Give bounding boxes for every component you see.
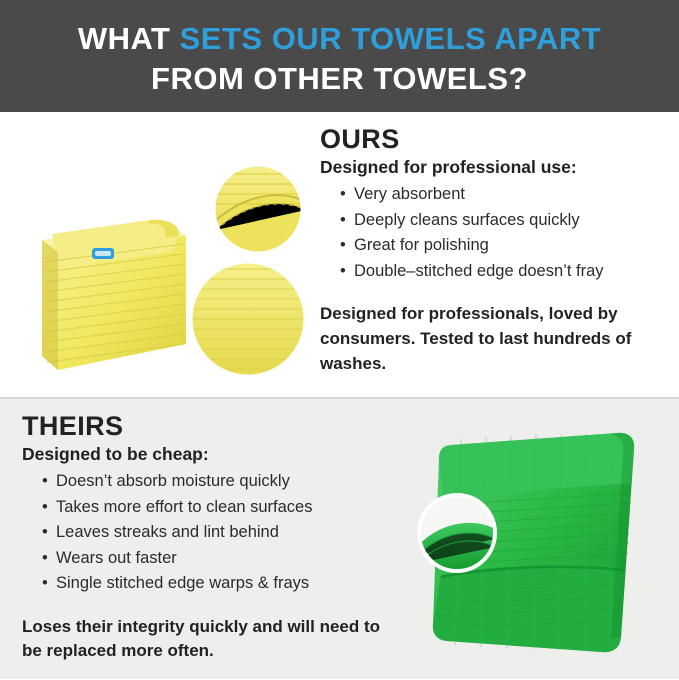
section-divider: [0, 397, 679, 399]
ours-text-block: [320, 124, 665, 376]
theirs-product-image: [381, 405, 671, 675]
list-item: • Single stitched edge warps & frays: [42, 571, 392, 597]
theirs-text-block: [22, 411, 392, 664]
section-ours: [0, 112, 679, 397]
theirs-closing-text: Loses their integrity quickly and will need to be replaced more often.: [22, 616, 381, 661]
list-item: • Double–stitched edge doesn’t fray: [340, 259, 665, 285]
yellow-towel-stack-illustration: [0, 112, 310, 397]
list-item: • Very absorbent: [340, 182, 665, 208]
edge-stitch-closeup-circle: [213, 164, 306, 256]
section-theirs: [0, 397, 679, 679]
header-line-1: [78, 19, 601, 59]
list-item: • Leaves streaks and lint behind: [42, 520, 392, 546]
list-item: • Takes more effort to clean surfaces: [42, 495, 392, 521]
list-item: • Deeply cleans surfaces quickly: [340, 208, 665, 234]
towel-stack: [42, 220, 186, 370]
ours-closing-text: Designed for professionals, loved by consumers. Tested to last hundreds of washes.: [320, 304, 632, 373]
theirs-subtitle: Designed to be cheap:: [22, 444, 209, 464]
theirs-bullet-list: [22, 469, 392, 597]
list-item: • Great for polishing: [340, 233, 665, 259]
list-item: • Wears out faster: [42, 546, 392, 572]
header-line-2: FROM OTHER TOWELS?: [151, 61, 528, 96]
list-item: • Doesn’t absorb moisture quickly: [42, 469, 392, 495]
ours-title: OURS: [320, 124, 400, 154]
ours-product-image: [0, 112, 310, 397]
header-line-1-part1: WHAT: [77, 21, 180, 57]
ours-bullet-list: [320, 182, 665, 284]
ours-subtitle: Designed for professional use:: [320, 157, 577, 177]
texture-closeup-circle: [188, 259, 310, 381]
header-banner: [0, 0, 679, 112]
theirs-texture-closeup-circle: [419, 495, 495, 571]
product-tag: [92, 248, 114, 259]
green-towel-illustration: [381, 405, 671, 675]
header-line-1-part2: SETS OUR TOWELS APART: [179, 21, 602, 57]
theirs-title: THEIRS: [22, 411, 124, 441]
